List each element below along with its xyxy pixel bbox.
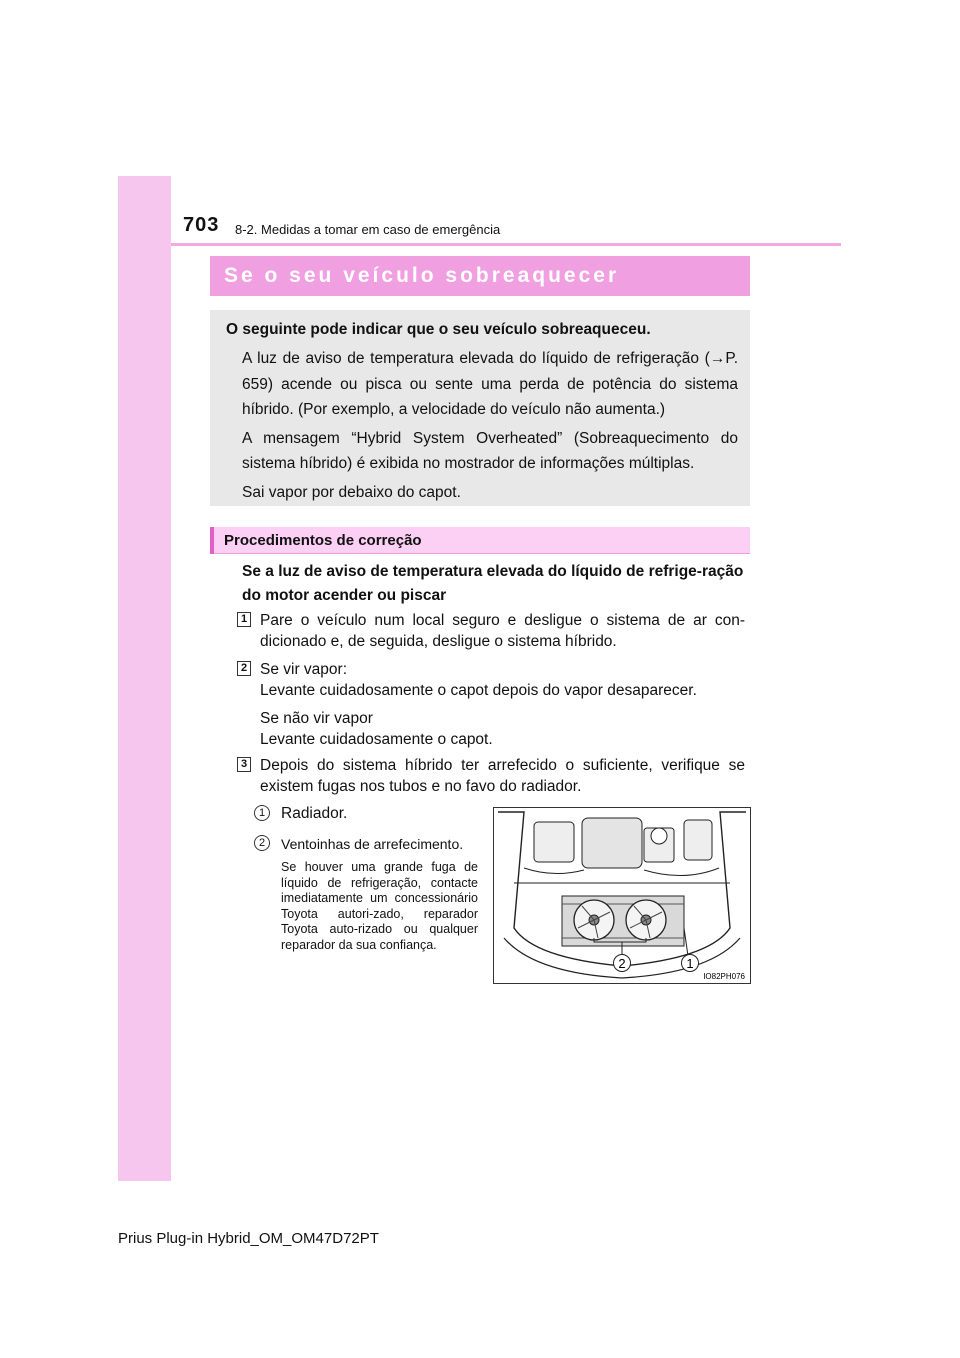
warning-signs-box bbox=[210, 310, 750, 506]
warning-items bbox=[242, 346, 738, 508]
step-number-1: 1 bbox=[237, 612, 251, 627]
figure-marker-2: 2 bbox=[618, 956, 626, 971]
warning-lead: O seguinte pode indicar que o seu veículo sobreaqueceu. bbox=[226, 321, 651, 338]
callout-fans: Ventoinhas de arrefecimento. bbox=[281, 836, 464, 852]
engine-bay-illustration bbox=[494, 808, 750, 983]
step-2-line-1: Se vir vapor: bbox=[260, 661, 348, 678]
step-1-text: Pare o veículo num local seguro e desligue o sistema de ar con-dicionado e, de seguida, desligue o sistema híbrido. bbox=[260, 612, 745, 650]
leak-note: Se houver uma grande fuga de líquido de refrigeração, contacte imediatamente um concessionário Toyota autori-zado, reparador Toyota auto-rizado ou qualquer reparador da sua confiança. bbox=[281, 860, 478, 952]
header-rule bbox=[171, 243, 841, 246]
step-2-line-2: Levante cuidadosamente o capot depois do vapor desaparecer. bbox=[260, 682, 697, 699]
step-3-text: Depois do sistema híbrido ter arrefecido o suficiente, verifique se existem fugas nos tubos e no favo do radiador. bbox=[260, 757, 745, 795]
chapter-sidebar bbox=[118, 176, 171, 1181]
figure-marker-1: 1 bbox=[686, 956, 694, 971]
warning-item: A luz de aviso de temperatura elevada do líquido de refrigeração (→P. 659) acende ou pisca ou sente uma perda de potência do sistema híbrido. (Por exemplo, a velocidade do veículo não aumenta.) bbox=[242, 350, 738, 418]
footer-text: Prius Plug-in Hybrid_OM_OM47D72PT bbox=[118, 1230, 379, 1247]
warning-item: Sai vapor por debaixo do capot. bbox=[242, 483, 461, 501]
step-2-line-4: Levante cuidadosamente o capot. bbox=[260, 731, 493, 748]
callout-radiator: Radiador. bbox=[281, 805, 348, 822]
warning-item: A mensagem “Hybrid System Overheated” (Sobreaquecimento do sistema híbrido) é exibida no mostrador de informações múltiplas. bbox=[242, 429, 738, 472]
step-2-line-3: Se não vir vapor bbox=[260, 710, 373, 727]
figure-code: IO82PH076 bbox=[703, 972, 745, 981]
callout-marker-2: 2 bbox=[254, 835, 270, 851]
step-number-3: 3 bbox=[237, 757, 251, 772]
procedure-condition: Se a luz de aviso de temperatura elevada do líquido de refrige-ração do motor acender ou piscar bbox=[242, 563, 744, 604]
procedures-heading-bar bbox=[210, 527, 750, 554]
chapter-title: 8-2. Medidas a tomar em caso de emergência bbox=[235, 222, 501, 237]
procedures-title: Procedimentos de correção bbox=[224, 532, 422, 549]
engine-bay-figure bbox=[493, 807, 751, 984]
page-number: 703 bbox=[183, 214, 220, 236]
section-title: Se o seu veículo sobreaquecer bbox=[224, 264, 620, 287]
step-number-2: 2 bbox=[237, 661, 251, 676]
callout-marker-1: 1 bbox=[254, 805, 270, 821]
section-title-bar bbox=[210, 256, 750, 296]
